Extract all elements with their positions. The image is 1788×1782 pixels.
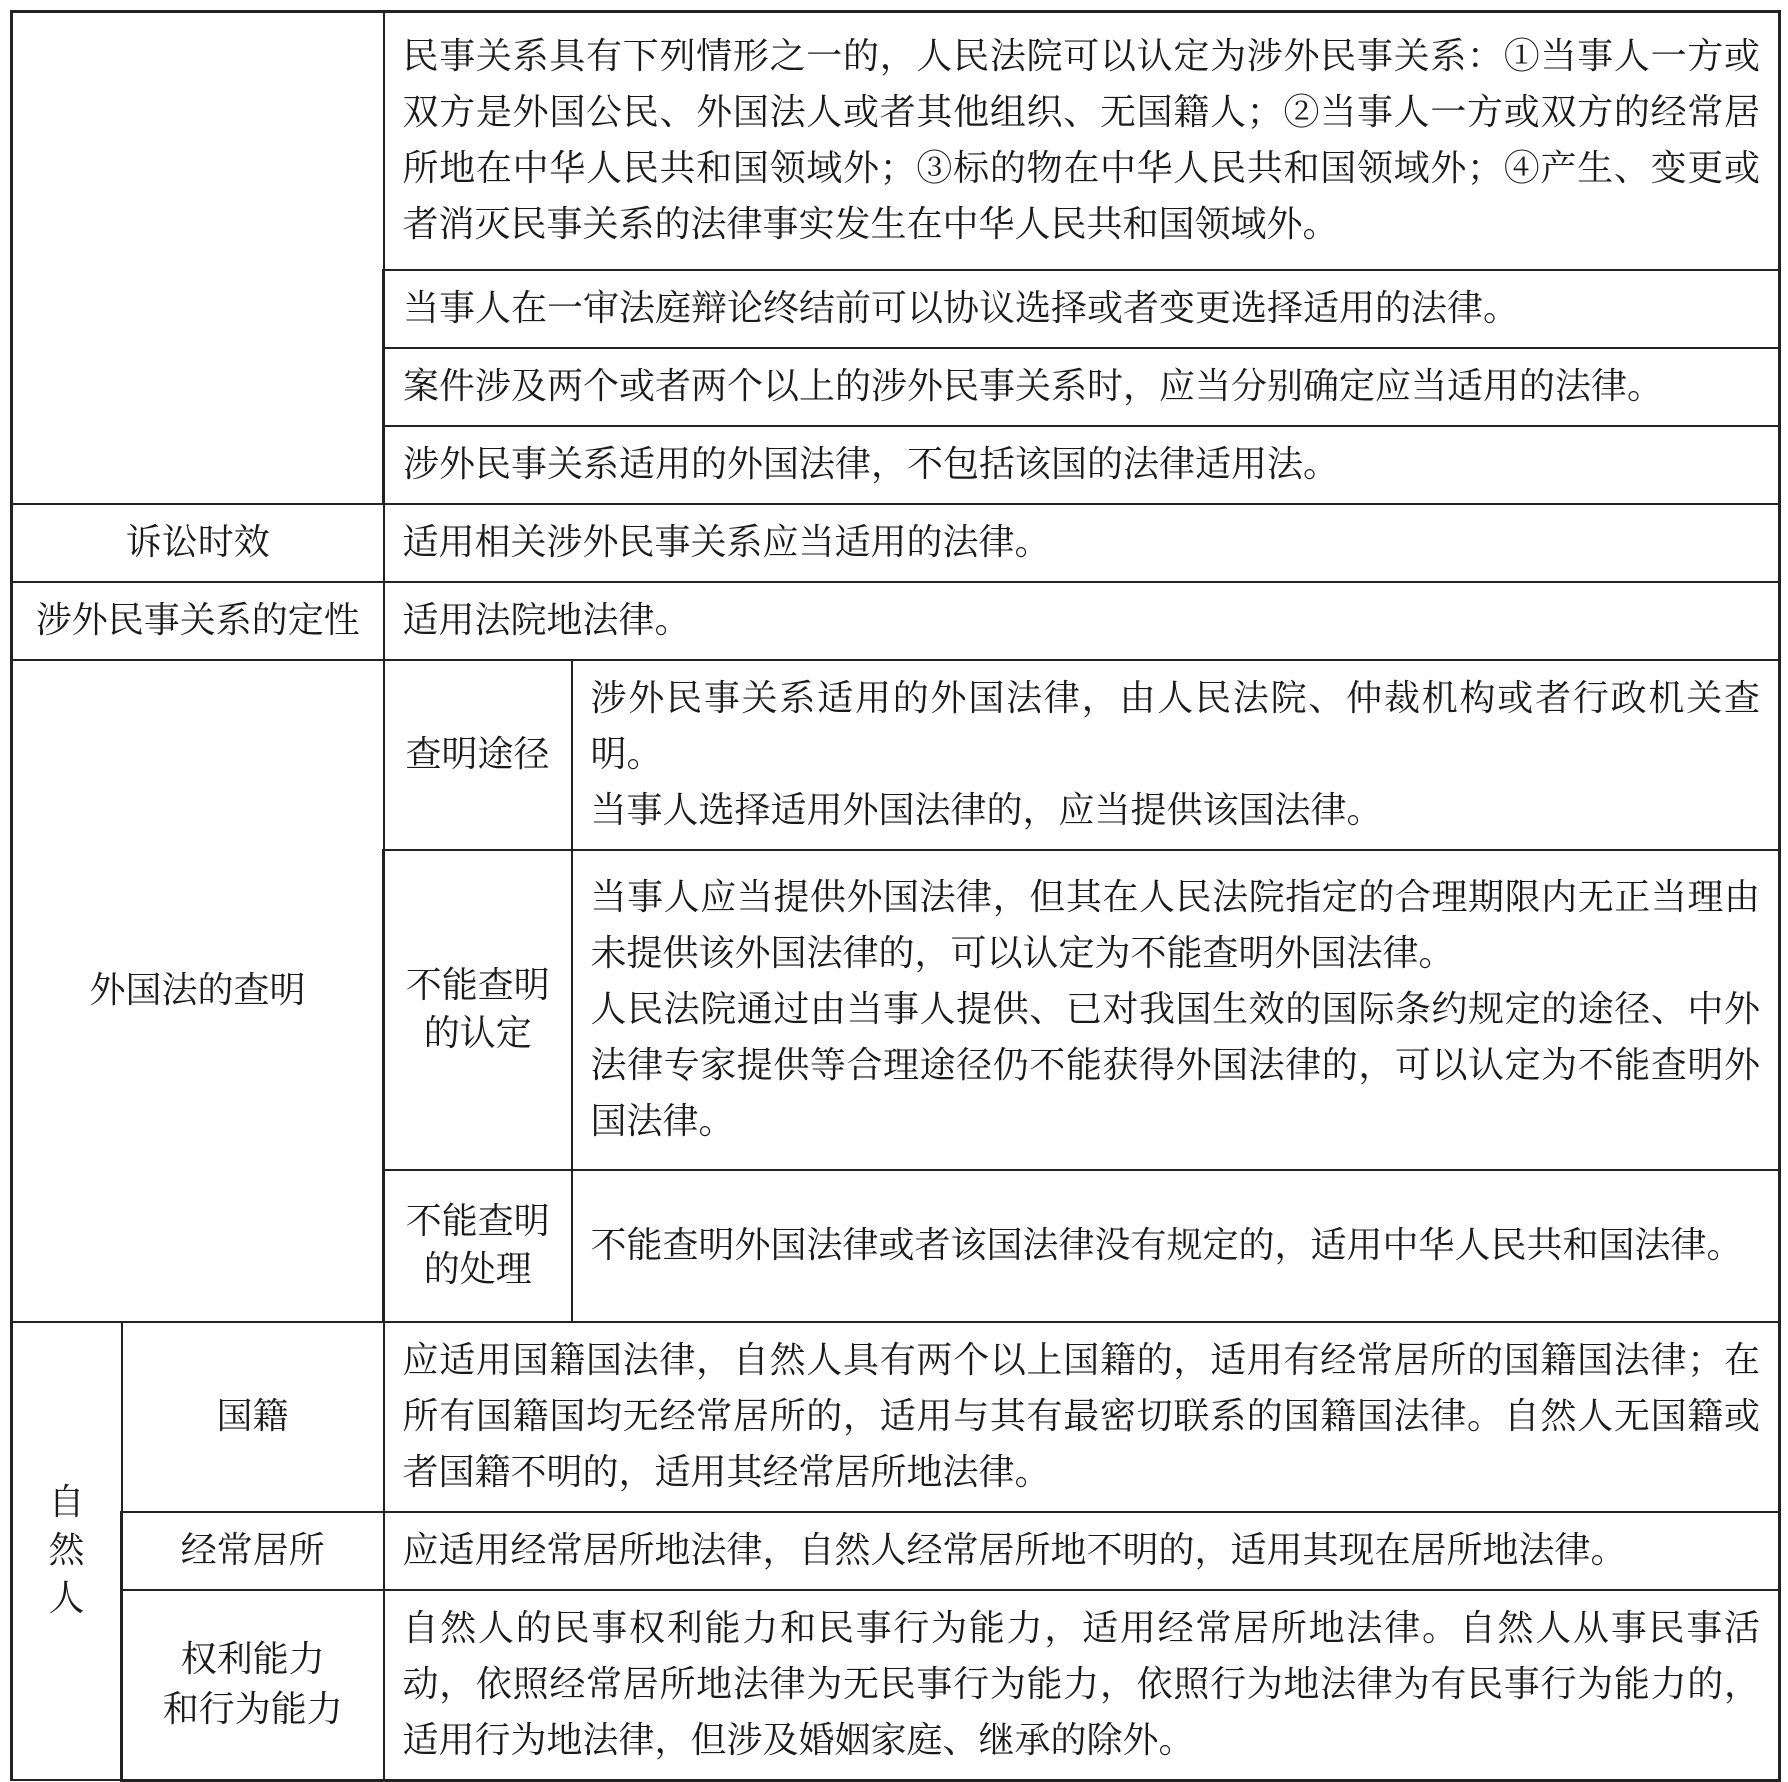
characterization-row: [12, 582, 1780, 660]
natural-person-sub-2-label: [122, 1512, 384, 1590]
foreign-law-sub-3-label-line-2: 的处理: [423, 1248, 532, 1290]
limitation-content: 适用相关涉外民事关系应当适用的法律。: [384, 504, 1780, 582]
general-item-4-text: 涉外民事关系适用的外国法律，不包括该国的法律适用法。: [403, 443, 1340, 485]
foreign-law-sub-2-content: [572, 850, 1780, 1170]
law-table-container: [10, 10, 1778, 1782]
foreign-law-sub-1-label-line-1: 查明途径: [405, 733, 550, 775]
general-item-4: [384, 426, 1780, 504]
foreign-law-sub-1-para-2: 当事人选择适用外国法律的，应当提供该国法律。: [590, 789, 1383, 831]
natural-person-row-2: [12, 1512, 1780, 1590]
foreign-law-sub-3-para-1: 不能查明外国法律或者该国法律没有规定的，适用中华人民共和国法律。: [590, 1224, 1743, 1266]
natural-person-row-1: [12, 1322, 1780, 1512]
natural-person-sub-3-content: [384, 1590, 1780, 1781]
natural-person-sub-3-label-line-1: 权利能力: [180, 1638, 325, 1680]
natural-person-sub-2-text: 应适用经常居所地法律，自然人经常居所地不明的，适用其现在居所地法律。: [402, 1529, 1627, 1571]
limitation-row: [12, 504, 1780, 582]
foreign-law-sub-3-label: [384, 1170, 572, 1322]
natural-person-sub-1-text: 应适用国籍国法律，自然人具有两个以上国籍的，适用有经常居所的国籍国法律；在所有国籍国均无经常居所的，适用与其有最密切联系的国籍国法律。自然人无国籍或者国籍不明的，适用其经常居所地法律。: [402, 1339, 1761, 1493]
general-item-3-text: 案件涉及两个或者两个以上的涉外民事关系时，应当分别确定应当适用的法律。: [403, 365, 1664, 407]
natural-person-sub-1-label: [122, 1322, 384, 1512]
natural-person-label-char-3: 人: [48, 1577, 85, 1619]
foreign-law-sub-3-label-line-1: 不能查明: [405, 1200, 550, 1242]
general-item-1: [384, 12, 1780, 270]
general-item-1-text: 民事关系具有下列情形之一的，人民法院可以认定为涉外民事关系：①当事人一方或双方是外国公民、外国法人或者其他组织、无国籍人；②当事人一方或双方的经常居所地在中华人民共和国领域外；③标的物在中华人民共和国领域外；④产生、变更或者消灭民事关系的法律事实发生在中华人民共和国领域外。: [402, 35, 1761, 245]
foreign-law-sub-2-para-2: 人民法院通过由当事人提供、已对我国生效的国际条约规定的途径、中外法律专家提供等合理途径仍不能获得外国法律的，可以认定为不能查明外国法律。: [590, 988, 1761, 1142]
natural-person-label: [12, 1322, 122, 1781]
natural-person-sub-1-content: [384, 1322, 1780, 1512]
natural-person-sub-2-label-line-1: 经常居所: [180, 1529, 325, 1571]
foreign-law-sub-1-label: [384, 660, 572, 850]
natural-person-label-char-1: 自: [48, 1481, 85, 1523]
foreign-law-sub-2-label-line-1: 不能查明: [405, 964, 550, 1006]
foreign-law-row-1: [12, 660, 1780, 850]
natural-person-sub-3-label: [122, 1590, 384, 1781]
foreign-law-sub-2-label-line-2: 的认定: [423, 1012, 532, 1054]
characterization-label: 涉外民事关系的定性: [12, 582, 384, 660]
foreign-law-sub-2-label: [384, 850, 572, 1170]
natural-person-label-char-2: 然: [48, 1529, 85, 1571]
foreign-law-sub-1-para-1: 涉外民事关系适用的外国法律，由人民法院、仲裁机构或者行政机关查明。: [590, 677, 1761, 775]
foreign-law-sub-2-para-1: 当事人应当提供外国法律，但其在人民法院指定的合理期限内无正当理由未提供该外国法律的，可以认定为不能查明外国法律。: [590, 876, 1761, 974]
general-item-2: [384, 270, 1780, 348]
characterization-content: 适用法院地法律。: [384, 582, 1780, 660]
foreign-law-sub-3-content: [572, 1170, 1780, 1322]
general-item-3: [384, 348, 1780, 426]
foreign-law-label: 外国法的查明: [12, 660, 384, 1322]
general-row-1: [12, 12, 1780, 270]
natural-person-row-3: [12, 1590, 1780, 1781]
law-table: [10, 10, 1781, 1782]
natural-person-sub-3-text: 自然人的民事权利能力和民事行为能力，适用经常居所地法律。自然人从事民事活动，依照经常居所地法律为无民事行为能力，依照行为地法律为有民事行为能力的，适用行为地法律，但涉及婚姻家庭、继承的除外。: [402, 1607, 1761, 1761]
natural-person-sub-2-content: [384, 1512, 1780, 1590]
natural-person-sub-3-label-line-2: 和行为能力: [162, 1688, 343, 1730]
limitation-label: 诉讼时效: [12, 504, 384, 582]
general-item-2-text: 当事人在一审法庭辩论终结前可以协议选择或者变更选择适用的法律。: [403, 287, 1520, 329]
foreign-law-sub-1-content: [572, 660, 1780, 850]
general-label-cell: [12, 12, 384, 504]
natural-person-sub-1-label-line-1: 国籍: [216, 1395, 289, 1437]
